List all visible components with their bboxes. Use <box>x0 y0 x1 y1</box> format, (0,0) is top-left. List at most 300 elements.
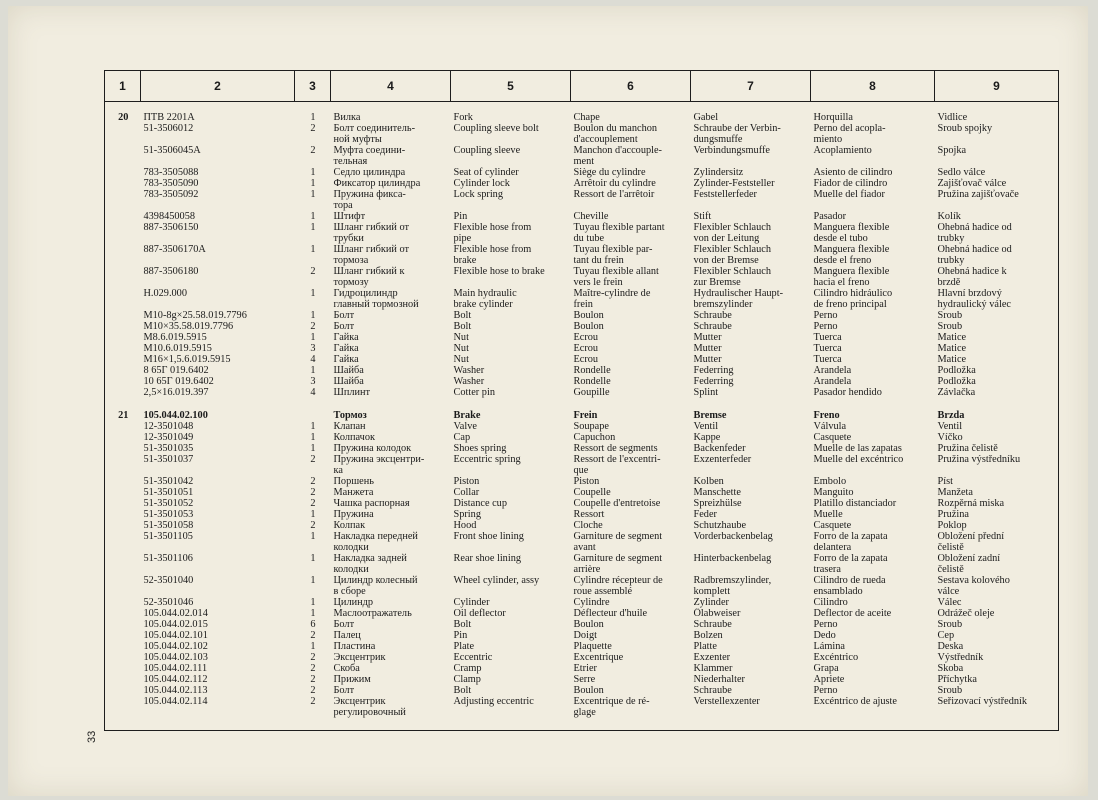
group-number <box>105 619 141 630</box>
name-english: Flexible hose to brake <box>453 266 545 277</box>
part-number: 105.044.02.102 <box>143 641 208 652</box>
group-number: 21 <box>118 410 129 421</box>
name-english: Bolt <box>453 321 472 332</box>
name-czech: Vidlice <box>937 112 968 123</box>
table-row <box>105 454 1059 476</box>
name-czech: Sroub <box>937 310 963 321</box>
name-russian: Гайка <box>333 354 359 365</box>
quantity: 1 <box>310 641 316 652</box>
quantity: 2 <box>310 321 316 332</box>
name-czech: Pružina zajišťovače <box>937 189 1019 200</box>
name-czech: Sroub <box>937 321 963 332</box>
name-spanish: Cilindro de rueda ensamblado <box>813 575 886 597</box>
name-french: Maître-cylindre de frein <box>573 288 651 310</box>
name-english: Flexible hose from brake <box>453 244 532 266</box>
name-russian: Тормоз <box>333 410 367 421</box>
table-row <box>105 211 1059 222</box>
name-spanish: Tuerca <box>813 354 842 365</box>
table-row <box>105 652 1059 663</box>
table-row <box>105 288 1059 310</box>
name-czech: Válec <box>937 597 962 608</box>
group-number: 20 <box>118 112 129 123</box>
name-spanish: Perno <box>813 619 838 630</box>
name-german: Stift <box>693 211 712 222</box>
name-spanish: Pasador <box>813 211 847 222</box>
name-russian: Болт <box>333 321 355 332</box>
name-spanish: Manguera flexible desde el tubo <box>813 222 890 244</box>
name-french: Ressort de l'arrêtoir <box>573 189 655 200</box>
name-french: Garniture de segment arrière <box>573 553 663 575</box>
name-english: Nut <box>453 332 469 343</box>
quantity: 1 <box>310 575 316 586</box>
name-german: Flexibler Schlauch von der Leitung <box>693 222 771 244</box>
group-number <box>105 421 141 432</box>
name-german: Schraube <box>693 321 732 332</box>
quantity: 1 <box>310 608 316 619</box>
name-english: Shoes spring <box>453 443 507 454</box>
table-row <box>105 487 1059 498</box>
part-number: 51-3506012 <box>143 123 194 134</box>
table-row <box>105 432 1059 443</box>
name-czech: Rozpěrná miska <box>937 498 1005 509</box>
name-german: Schraube <box>693 310 732 321</box>
quantity: 1 <box>310 432 316 443</box>
name-spanish: Forro de la zapata trasera <box>813 553 888 575</box>
group-number <box>105 343 141 354</box>
column-header: 4 <box>331 71 451 102</box>
name-german: Hinterbackenbelag <box>693 553 772 564</box>
column-header: 1 <box>105 71 141 102</box>
name-french: Déflecteur d'huile <box>573 608 648 619</box>
name-russian: Прижим <box>333 674 371 685</box>
quantity: 2 <box>310 266 316 277</box>
part-number: М10×35.58.019.7796 <box>143 321 234 332</box>
name-english: Cylinder <box>453 597 490 608</box>
name-german: Manschette <box>693 487 741 498</box>
name-german: Spreizhülse <box>693 498 742 509</box>
name-french: Boulon <box>573 619 604 630</box>
table-row <box>105 597 1059 608</box>
row-spacer <box>105 398 1059 410</box>
name-czech: Sestava kolového válce <box>937 575 1010 597</box>
part-number: 52-3501040 <box>143 575 194 586</box>
group-number <box>105 663 141 674</box>
name-german: Splint <box>693 387 719 398</box>
name-german: Niederhalter <box>693 674 745 685</box>
name-spanish: Perno <box>813 685 838 696</box>
name-french: Ecrou <box>573 332 599 343</box>
name-french: Excentrique <box>573 652 624 663</box>
name-english: Rear shoe lining <box>453 553 521 564</box>
quantity: 6 <box>310 619 316 630</box>
name-english: Eccentric spring <box>453 454 521 465</box>
name-french: Coupelle d'entretoise <box>573 498 661 509</box>
name-spanish: Cilindro <box>813 597 848 608</box>
name-russian: Маслоотражатель <box>333 608 412 619</box>
name-spanish: Embolo <box>813 476 847 487</box>
table-row <box>105 498 1059 509</box>
group-number <box>105 332 141 343</box>
name-spanish: Grapa <box>813 663 839 674</box>
name-russian: Седло цилиндра <box>333 167 406 178</box>
part-number: 51-3501037 <box>143 454 194 465</box>
name-german: Ventil <box>693 421 719 432</box>
part-number: 51-3506045А <box>143 145 201 156</box>
part-number: 887-3506150 <box>143 222 199 233</box>
name-french: Ecrou <box>573 354 599 365</box>
group-number <box>105 597 141 608</box>
quantity: 4 <box>310 354 316 365</box>
name-spanish: Perno <box>813 321 838 332</box>
table-row <box>105 520 1059 531</box>
name-english: Fork <box>453 112 473 123</box>
table-row <box>105 167 1059 178</box>
name-german: Bremse <box>693 410 727 421</box>
name-german: Feder <box>693 509 717 520</box>
part-number: 105.044.02.014 <box>143 608 208 619</box>
name-english: Collar <box>453 487 480 498</box>
name-german: Kappe <box>693 432 721 443</box>
part-number: 51-3501051 <box>143 487 194 498</box>
table-row <box>105 244 1059 266</box>
table-row <box>105 222 1059 244</box>
name-english: Front shoe lining <box>453 531 524 542</box>
name-german: Mutter <box>693 332 722 343</box>
name-german: Federring <box>693 376 734 387</box>
name-french: Manchon d'accouple- ment <box>573 145 662 167</box>
name-spanish: Dedo <box>813 630 836 641</box>
name-spanish: Platillo distanciador <box>813 498 897 509</box>
name-russian: Гайка <box>333 332 359 343</box>
name-russian: Палец <box>333 630 361 641</box>
name-spanish: Perno <box>813 310 838 321</box>
table-row <box>105 421 1059 432</box>
name-russian: Шайба <box>333 365 364 376</box>
name-czech: Sroub spojky <box>937 123 993 134</box>
name-russian: Шланг гибкий от тормоза <box>333 244 409 266</box>
name-french: Ecrou <box>573 343 599 354</box>
table-row <box>105 189 1059 211</box>
name-english: Main hydraulic brake cylinder <box>453 288 517 310</box>
name-german: Vorderbackenbelag <box>693 531 773 542</box>
group-number <box>105 443 141 454</box>
table-row <box>105 608 1059 619</box>
name-czech: Ohebná hadice k brzdě <box>937 266 1007 288</box>
name-czech: Deska <box>937 641 964 652</box>
group-number <box>105 211 141 222</box>
name-russian: Манжета <box>333 487 374 498</box>
name-spanish: Muelle de las zapatas <box>813 443 902 454</box>
group-number <box>105 630 141 641</box>
column-header-row <box>105 71 1059 102</box>
quantity: 1 <box>310 211 316 222</box>
group-number <box>105 685 141 696</box>
name-french: Frein <box>573 410 598 421</box>
parts-table <box>104 70 1059 731</box>
name-spanish: Perno del acopla- miento <box>813 123 886 145</box>
name-russian: Болт <box>333 619 355 630</box>
name-english: Hood <box>453 520 477 531</box>
part-number: 105.044.02.112 <box>143 674 208 685</box>
name-french: Etrier <box>573 663 597 674</box>
table-body <box>105 102 1059 731</box>
name-french: Tuyau flexible par- tant du frein <box>573 244 653 266</box>
name-french: Ressort de l'excentri- que <box>573 454 661 476</box>
quantity: 1 <box>310 332 316 343</box>
table-row <box>105 410 1059 421</box>
name-russian: Гидроцилиндр главный тормозной <box>333 288 419 310</box>
name-french: Arrêtoir du cylindre <box>573 178 656 189</box>
part-number: 51-3501035 <box>143 443 194 454</box>
catalog-page <box>8 6 1088 796</box>
name-russian: Пластина <box>333 641 376 652</box>
quantity: 2 <box>310 498 316 509</box>
name-german: Schraube <box>693 619 732 630</box>
name-czech: Ohebná hadice od trubky <box>937 244 1012 266</box>
name-russian: Цилиндр колесный в сборе <box>333 575 418 597</box>
name-czech: Hlavní brzdový hydraulický válec <box>937 288 1011 310</box>
name-spanish: Arandela <box>813 365 852 376</box>
name-spanish: Pasador hendido <box>813 387 882 398</box>
name-russian: Скоба <box>333 663 360 674</box>
quantity: 1 <box>310 178 316 189</box>
name-spanish: Manguera flexible hacia el freno <box>813 266 890 288</box>
name-russian: Болт соединитель- ной муфты <box>333 123 416 145</box>
part-number: 8 65Г 019.6402 <box>143 365 209 376</box>
name-french: Rondelle <box>573 365 611 376</box>
name-german: Exzenterfeder <box>693 454 752 465</box>
name-russian: Эксцентрик <box>333 652 386 663</box>
name-russian: Клапан <box>333 421 366 432</box>
group-number <box>105 553 141 575</box>
name-english: Distance cup <box>453 498 507 509</box>
table-row <box>105 178 1059 189</box>
part-number: 887-3506170А <box>143 244 206 255</box>
name-german: Zylindersitz <box>693 167 744 178</box>
name-spanish: Asiento de cilindro <box>813 167 893 178</box>
name-czech: Zajišťovač válce <box>937 178 1007 189</box>
quantity: 2 <box>310 685 316 696</box>
table-row <box>105 266 1059 288</box>
name-spanish: Cilindro hidráulico de freno principal <box>813 288 893 310</box>
quantity: 1 <box>310 531 316 542</box>
name-english: Adjusting eccentric <box>453 696 534 707</box>
table-row <box>105 376 1059 387</box>
table-row <box>105 619 1059 630</box>
name-french: Chape <box>573 112 600 123</box>
group-number <box>105 531 141 553</box>
name-english: Cramp <box>453 663 482 674</box>
name-german: Radbremszylinder, komplett <box>693 575 772 597</box>
quantity: 1 <box>310 553 316 564</box>
name-russian: Шланг гибкий от трубки <box>333 222 409 244</box>
name-spanish: Excéntrico de ajuste <box>813 696 897 707</box>
name-czech: Píst <box>937 476 953 487</box>
name-czech: Příchytka <box>937 674 977 685</box>
name-spanish: Manguito <box>813 487 854 498</box>
part-number: 105.044.02.114 <box>143 696 208 707</box>
group-number <box>105 288 141 310</box>
group-number <box>105 123 141 145</box>
quantity: 1 <box>310 222 316 233</box>
name-english: Brake <box>453 410 481 421</box>
name-spanish: Fiador de cilindro <box>813 178 888 189</box>
part-number: 12-3501049 <box>143 432 194 443</box>
table-row <box>105 685 1059 696</box>
name-russian: Накладка задней колодки <box>333 553 407 575</box>
name-english: Spring <box>453 509 481 520</box>
quantity: 1 <box>310 597 316 608</box>
name-german: Backenfeder <box>693 443 746 454</box>
name-spanish: Muelle del fiador <box>813 189 885 200</box>
name-czech: Matice <box>937 332 967 343</box>
page-number: 33 <box>86 730 98 743</box>
part-number: 10 65Г 019.6402 <box>143 376 214 387</box>
name-english: Clamp <box>453 674 481 685</box>
name-english: Bolt <box>453 685 472 696</box>
name-spanish: Deflector de aceite <box>813 608 892 619</box>
quantity: 1 <box>310 310 316 321</box>
group-number <box>105 575 141 597</box>
name-czech: Závlačka <box>937 387 976 398</box>
name-spanish: Acoplamiento <box>813 145 872 156</box>
part-number: 783-3505092 <box>143 189 199 200</box>
table-row <box>105 674 1059 685</box>
name-french: Ressort <box>573 509 605 520</box>
group-number <box>105 387 141 398</box>
name-english: Eccentric <box>453 652 493 663</box>
name-german: Verbindungsmuffe <box>693 145 770 156</box>
table-row <box>105 365 1059 376</box>
name-french: Tuyau flexible allant vers le frein <box>573 266 659 288</box>
part-number: М8.6.019.5915 <box>143 332 207 343</box>
column-header: 8 <box>811 71 935 102</box>
name-english: Washer <box>453 365 485 376</box>
name-french: Tuyau flexible partant du tube <box>573 222 665 244</box>
quantity: 2 <box>310 476 316 487</box>
name-czech: Skoba <box>937 663 964 674</box>
group-number <box>105 520 141 531</box>
name-czech: Sedlo válce <box>937 167 986 178</box>
quantity: 1 <box>310 443 316 454</box>
group-number <box>105 189 141 211</box>
name-czech: Podložka <box>937 365 976 376</box>
part-number: 105.044.02.100 <box>143 410 208 421</box>
name-german: Kolben <box>693 476 724 487</box>
name-russian: Муфта соедини- тельная <box>333 145 406 167</box>
name-czech: Obložení přední čelistě <box>937 531 1005 553</box>
table-row <box>105 630 1059 641</box>
table-row <box>105 112 1059 123</box>
table-row <box>105 476 1059 487</box>
quantity: 2 <box>310 674 316 685</box>
name-french: Excentrique de ré- glage <box>573 696 650 718</box>
column-header: 9 <box>935 71 1059 102</box>
group-number <box>105 487 141 498</box>
part-number: 783-3505090 <box>143 178 199 189</box>
name-french: Boulon <box>573 685 604 696</box>
name-czech: Spojka <box>937 145 967 156</box>
name-german: Schraube <box>693 685 732 696</box>
name-english: Valve <box>453 421 477 432</box>
part-number: 51-3501105 <box>143 531 193 542</box>
part-number: Н.029.000 <box>143 288 187 299</box>
name-english: Coupling sleeve <box>453 145 521 156</box>
part-number: 105.044.02.015 <box>143 619 208 630</box>
part-number: М10-8g×25.58.019.7796 <box>143 310 247 321</box>
name-russian: Гайка <box>333 343 359 354</box>
part-number: ПТВ 2201А <box>143 112 195 123</box>
name-french: Boulon <box>573 310 604 321</box>
name-czech: Poklop <box>937 520 967 531</box>
name-spanish: Tuerca <box>813 343 842 354</box>
name-russian: Шайба <box>333 376 364 387</box>
name-russian: Пружина эксцентри- ка <box>333 454 425 476</box>
part-number: 2,5×16.019.397 <box>143 387 209 398</box>
group-number <box>105 652 141 663</box>
name-english: Nut <box>453 354 469 365</box>
name-spanish: Apriete <box>813 674 845 685</box>
name-russian: Колпачок <box>333 432 376 443</box>
group-number <box>105 321 141 332</box>
name-spanish: Casquete <box>813 432 852 443</box>
name-french: Plaquette <box>573 641 612 652</box>
group-number <box>105 376 141 387</box>
name-german: Klammer <box>693 663 733 674</box>
quantity: 1 <box>310 421 316 432</box>
name-russian: Пружина <box>333 509 374 520</box>
quantity: 2 <box>310 454 316 465</box>
name-english: Flexible hose from pipe <box>453 222 532 244</box>
group-number <box>105 674 141 685</box>
name-czech: Pružina <box>937 509 969 520</box>
name-english: Bolt <box>453 310 472 321</box>
table-row <box>105 509 1059 520</box>
table-row <box>105 343 1059 354</box>
part-number: 105.044.02.103 <box>143 652 208 663</box>
name-czech: Výstředník <box>937 652 984 663</box>
name-russian: Пружина фикса- тора <box>333 189 406 211</box>
column-header: 3 <box>295 71 331 102</box>
part-number: М10.6.019.5915 <box>143 343 212 354</box>
name-spanish: Freno <box>813 410 840 421</box>
table-row <box>105 354 1059 365</box>
group-number <box>105 145 141 167</box>
name-german: Mutter <box>693 354 722 365</box>
column-header: 6 <box>571 71 691 102</box>
name-russian: Чашка распорная <box>333 498 410 509</box>
name-german: Verstellexzenter <box>693 696 760 707</box>
quantity: 2 <box>310 652 316 663</box>
name-english: Oil deflector <box>453 608 506 619</box>
quantity: 2 <box>310 630 316 641</box>
table-row <box>105 387 1059 398</box>
name-russian: Штифт <box>333 211 366 222</box>
name-spanish: Excéntrico <box>813 652 859 663</box>
name-french: Doigt <box>573 630 597 641</box>
name-spanish: Casquete <box>813 520 852 531</box>
name-french: Piston <box>573 476 600 487</box>
name-english: Seat of cylinder <box>453 167 519 178</box>
name-czech: Víčko <box>937 432 963 443</box>
name-czech: Obložení zadní čelistě <box>937 553 1001 575</box>
table-row <box>105 321 1059 332</box>
quantity: 1 <box>310 288 316 299</box>
name-spanish: Tuerca <box>813 332 842 343</box>
group-number <box>105 167 141 178</box>
quantity: 2 <box>310 487 316 498</box>
name-german: Feststellerfeder <box>693 189 757 200</box>
